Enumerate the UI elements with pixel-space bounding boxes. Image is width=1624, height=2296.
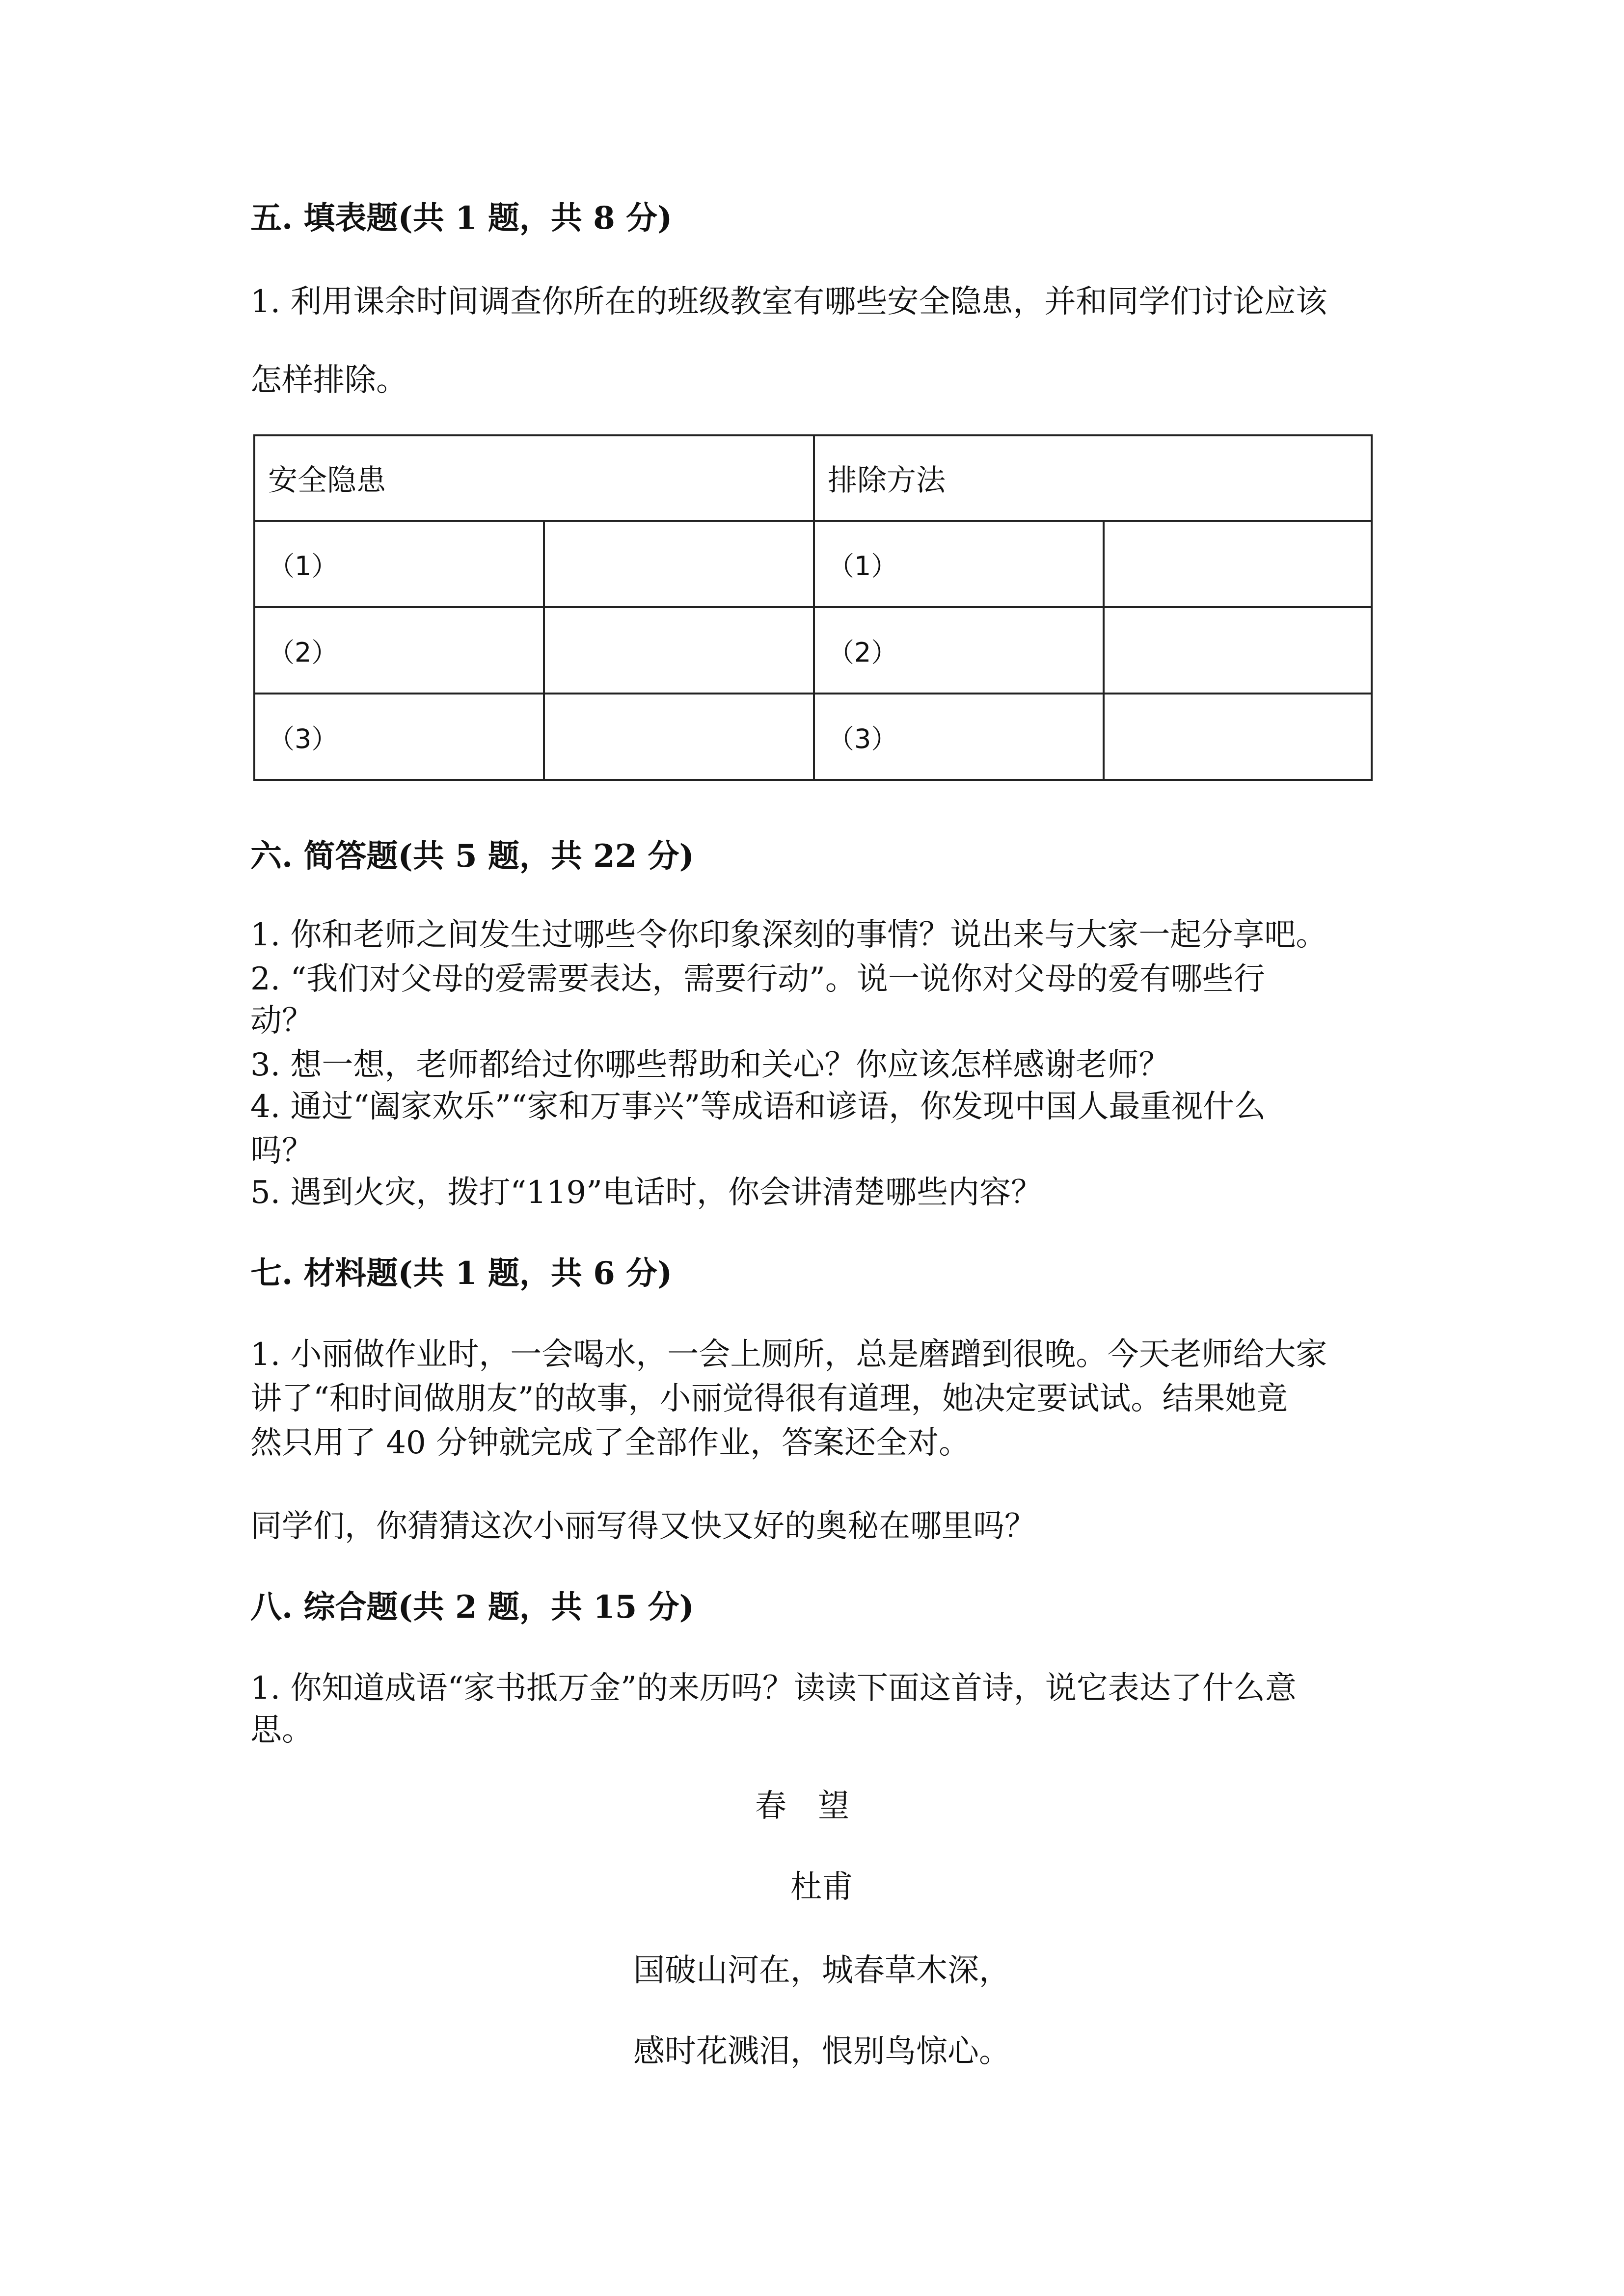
s7-line: 讲了“和时间做朋友”的故事，小丽觉得很有道理，她决定要试试。结果她竟 xyxy=(250,1381,1288,1417)
header-safety-hazard: 安全隐患 xyxy=(254,435,814,521)
s7-line: 然只用了 40 分钟就完成了全部作业，答案还全对。 xyxy=(250,1425,971,1461)
s7-line: 1. 小丽做作业时，一会喝水，一会上厕所，总是磨蹭到很晚。今天老师给大家 xyxy=(250,1336,1327,1373)
table-row xyxy=(254,694,1372,780)
blank-cell[interactable] xyxy=(1104,607,1372,694)
s6-line: 5. 遇到火灾，拨打“119”电话时，你会讲清楚哪些内容？ xyxy=(250,1175,1042,1211)
blank-cell[interactable] xyxy=(544,521,814,607)
s6-line: 1. 你和老师之间发生过哪些令你印象深刻的事情？说出来与大家一起分享吧。 xyxy=(250,917,1327,953)
hazard-table xyxy=(253,434,1373,781)
section-6-title: 六. 简答题(共 5 题，共 22 分) xyxy=(250,838,694,875)
table-row xyxy=(254,521,1372,607)
row-label: （1） xyxy=(254,521,544,607)
section-7-title: 七. 材料题(共 1 题，共 6 分) xyxy=(250,1255,673,1292)
s8-line: 1. 你知道成语“家书抵万金”的来历吗？读读下面这首诗，说它表达了什么意 xyxy=(250,1670,1297,1707)
section-5-title: 五. 填表题(共 1 题，共 8 分) xyxy=(250,200,673,237)
s6-line: 3. 想一想，老师都给过你哪些帮助和关心？你应该怎样感谢老师？ xyxy=(250,1047,1170,1083)
row-label: （3） xyxy=(254,694,544,780)
s7-question: 同学们，你猜猜这次小丽写得又快又好的奥秘在哪里吗？ xyxy=(250,1508,1036,1545)
blank-cell[interactable] xyxy=(1104,694,1372,780)
blank-cell[interactable] xyxy=(1104,521,1372,607)
s5-q1-line1: 1. 利用课余时间调查你所在的班级教室有哪些安全隐患，并和同学们讨论应该 xyxy=(250,284,1327,320)
s6-line: 2. “我们对父母的爱需要表达，需要行动”。说一说你对父母的爱有哪些行 xyxy=(250,961,1265,997)
poem-line: 感时花溅泪，恨别鸟惊心。 xyxy=(633,2033,1010,2070)
s6-line: 吗？ xyxy=(250,1133,313,1169)
table-row xyxy=(254,607,1372,694)
row-label: （1） xyxy=(814,521,1104,607)
blank-cell[interactable] xyxy=(544,694,814,780)
blank-cell[interactable] xyxy=(544,607,814,694)
table-header-row xyxy=(254,435,1372,521)
section-8-title: 八. 综合题(共 2 题，共 15 分) xyxy=(250,1589,694,1626)
s5-q1-line2: 怎样排除。 xyxy=(250,362,407,399)
row-label: （2） xyxy=(254,607,544,694)
poem-line: 国破山河在，城春草木深， xyxy=(633,1952,1010,1989)
poem-author: 杜甫 xyxy=(790,1869,853,1905)
s6-line: 动？ xyxy=(250,1003,313,1039)
s6-line: 4. 通过“阖家欢乐”“家和万事兴”等成语和谚语，你发现中国人最重视什么 xyxy=(250,1089,1266,1125)
poem-title: 春 望 xyxy=(755,1788,849,1824)
header-removal-method: 排除方法 xyxy=(814,435,1372,521)
row-label: （2） xyxy=(814,607,1104,694)
s8-line: 思。 xyxy=(250,1712,313,1748)
row-label: （3） xyxy=(814,694,1104,780)
